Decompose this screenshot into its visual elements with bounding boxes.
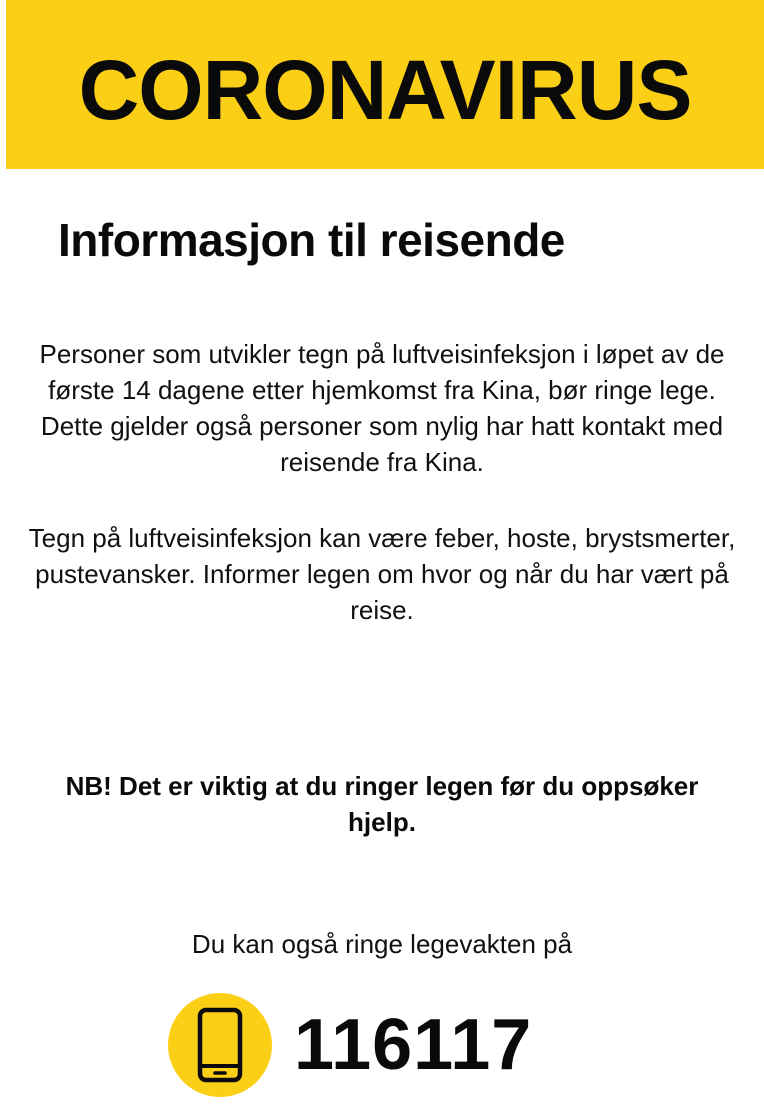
phone-icon-badge	[168, 993, 272, 1097]
banner-title: CORONAVIRUS	[78, 42, 692, 137]
mobile-phone-icon	[196, 1007, 244, 1083]
header-banner	[6, 0, 764, 169]
emergency-callout: Du kan også ringe legevakten på	[191, 929, 573, 959]
important-note: NB! Det er viktig at du ringer legen før du oppsøker hjelp.	[65, 771, 699, 837]
info-paragraph-symptoms: Personer som utvikler tegn på luftveisinfeksjon i løpet av de første 14 dagene etter hjemkomst fra Kina, bør ringe lege. Dette gjelder også personer som nylig har hatt kontakt med reisende fra Kina.	[39, 339, 725, 477]
info-paragraph-signs: Tegn på luftveisinfeksjon kan være feber, hoste, brystsmerter, pustevansker. Informer legen om hvor og når du har vært på reise.	[28, 523, 736, 625]
phone-number: 116117	[294, 1005, 533, 1085]
phone-contact	[168, 992, 532, 1098]
page-title: Informasjon til reisende	[58, 214, 565, 266]
